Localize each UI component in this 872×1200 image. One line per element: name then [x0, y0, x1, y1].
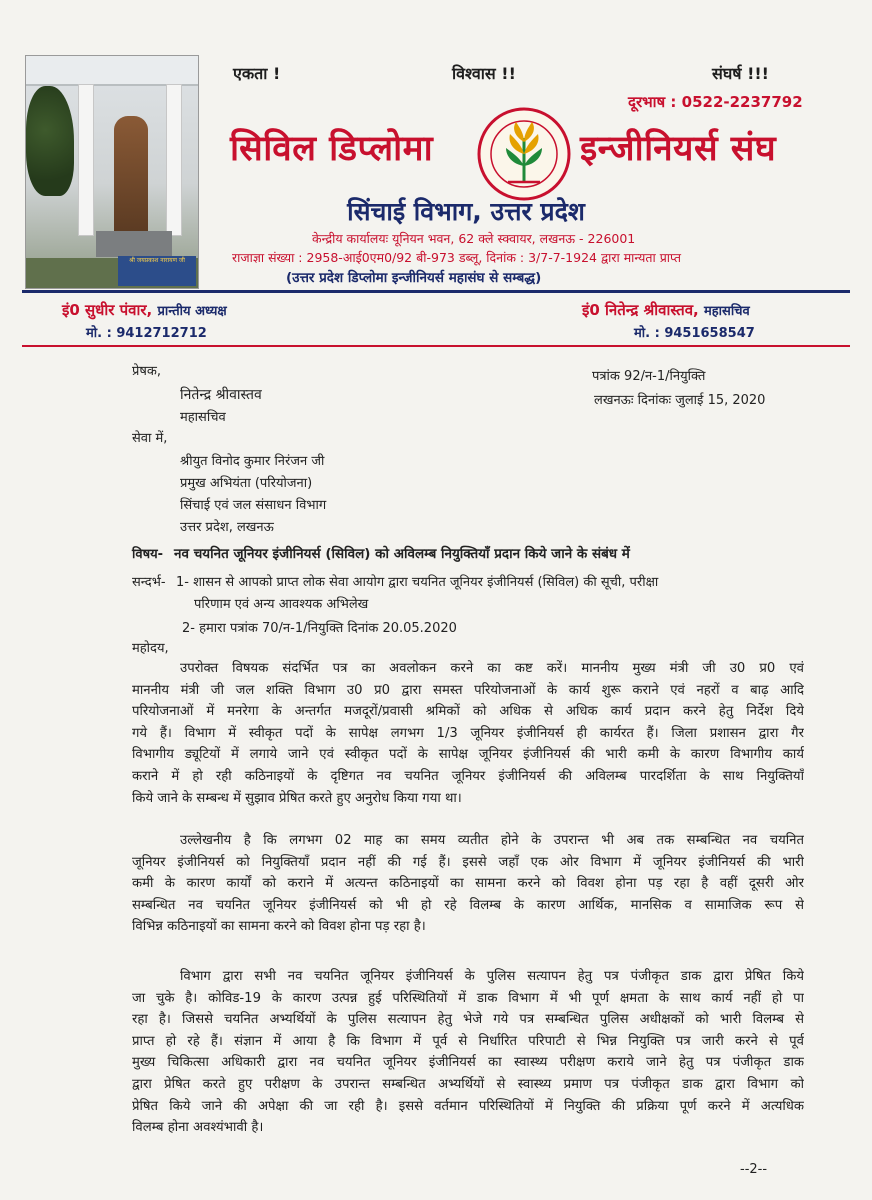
paragraph-line: माननीय मंत्री जी जल शक्ति विभाग उ0 प्र0 द्वारा समस्त परियोजनाओं के कार्य शुरू कराने एवं नहरों व बाढ़ आदि	[132, 682, 804, 698]
reference-item: परिणाम एवं अन्य आवश्यक अभिलेख	[194, 597, 369, 612]
secretary-mobile: मो. : 9451658547	[634, 326, 755, 341]
paragraph-line: प्रेषित किये जाने की अपेक्षा की जा रही है। इससे वर्तमान परिस्थितियों में नियुक्ति की प्रक्रिया पूर्ण करने में अत्यधिक	[132, 1098, 804, 1114]
salutation: महोदय,	[132, 641, 169, 656]
paragraph-line: विलम्ब होना अवश्यंभावी है।	[132, 1120, 264, 1136]
recipient-line: प्रमुख अभियंता (परियोजना)	[180, 476, 313, 491]
paragraph-line: द्वारा प्रेषित करते हुए परीक्षण के उपरान्त सम्बन्धित अभ्यर्थियों से स्वास्थ्य प्रमाण पत्र पंजीकृत डाक द्वारा विभाग को	[132, 1076, 804, 1092]
president-mobile: मो. : 9412712712	[86, 326, 207, 341]
paragraph-line: जा चुके है। कोविड-19 के कारण उत्पन्न हुई परिस्थितियों में डाक विभाग में भी पूर्ण क्षमता के साथ कार्य नहीं हो पा	[132, 990, 804, 1006]
subject-text: नव चयनित जूनियर इंजीनियर्स (सिविल) को अविलम्ब नियुक्तियाँ प्रदान किये जाने के संबंध में	[174, 546, 630, 562]
paragraph-line: उल्लेखनीय है कि लगभग 02 माह का समय व्यतीत होने के उपरान्त भी अब तक सम्बन्धित नव चयनित	[180, 833, 804, 848]
secretary-block	[582, 300, 750, 320]
paragraph-line: उपरोक्त विषयक संदर्भित पत्र का अवलोकन करने का कष्ट करें। माननीय मुख्य मंत्री जी उ0 प्र0 एवं	[180, 661, 804, 676]
secretary-role: महासचिव	[704, 304, 750, 319]
president-role: प्रान्तीय अध्यक्ष	[157, 304, 227, 319]
paragraph-1	[132, 658, 804, 809]
president-block	[62, 300, 227, 320]
phone-number: दूरभाष : 0522-2237792	[628, 93, 803, 111]
to-label: सेवा में,	[132, 431, 168, 446]
paragraph-line: परियोजनाओं में मनरेगा के अन्तर्गत मजदूरों/प्रवासी श्रमिकों को अधिक से अधिक कार्य प्रदान करने हेतु निर्देश दिये	[132, 704, 804, 720]
paragraph-line: सम्बन्धित नव चयनित जूनियर इंजीनियर्स को भी हो रहे विलम्ब के कारण आर्थिक, मानसिक व सामाजिक रूप से	[132, 897, 804, 913]
recipient-line: उत्तर प्रदेश, लखनऊ	[180, 520, 274, 535]
header-divider	[22, 290, 850, 293]
affiliation-line: (उत्तर प्रदेश डिप्लोमा इन्जीनियर्स महासंघ से सम्बद्ध)	[286, 270, 542, 286]
statue-photo	[25, 55, 199, 289]
paragraph-line: कराने में हो रही कठिनाइयों के दृष्टिगत नव चयनित जूनियर इंजीनियर्स की अविलम्ब पारदर्शिता के साथ नियुक्तियाँ	[132, 768, 804, 784]
secretary-name: इं0 नितेन्द्र श्रीवास्तव,	[582, 301, 699, 319]
letter-date: लखनऊः दिनांकः जुलाई 15, 2020	[594, 393, 766, 408]
paragraph-line: विभिन्न कठिनाइयों का सामना करने को विवश होना पड़ रहा है।	[132, 919, 426, 935]
paragraph-line: रहा है। जिससे चयनित अभ्यर्थियों के पुलिस सत्यापन हेतु भेजे गये पत्र सम्बन्धित पुलिस अधीक्षकों को भारी विलम्ब से	[132, 1012, 804, 1028]
sender-title: महासचिव	[180, 410, 226, 425]
department-title: सिंचाई विभाग, उत्तर प्रदेश	[347, 197, 585, 226]
paragraph-line: विभाग द्वारा सभी नव चयनित जूनियर इंजीनियर्स के पुलिस सत्यापन हेतु पत्र पंजीकृत डाक द्वारा प्रेषित किये	[180, 969, 804, 984]
sender-name: नितेन्द्र श्रीवास्तव	[180, 387, 262, 403]
sender-label: प्रेषक,	[132, 364, 162, 379]
paragraph-line: कमी के कारण कार्यों को कराने में अत्यन्त कठिनाइयों का सामना करने को विवश होना पड़ रहा है वहीं दूसरी ओर	[132, 876, 804, 892]
recognition-line: राजाज्ञा संख्या : 2958-आई0एम0/92 बी-973 डब्लू, दिनांक : 3/7-7-1924 द्वारा मान्यता प्राप्त	[232, 250, 682, 265]
org-name-right: इन्जीनियर्स संघ	[580, 129, 777, 169]
paragraph-2	[132, 830, 804, 938]
recipient-line: श्रीयुत विनोद कुमार निरंजन जी	[180, 454, 325, 469]
slogan-unity: एकता !	[233, 64, 281, 83]
reference-item: 2- हमारा पत्रांक 70/न-1/नियुक्ति दिनांक 20.05.2020	[182, 621, 457, 636]
page-marker: --2--	[740, 1162, 768, 1177]
paragraph-line: जूनियर इंजीनियर्स को नियुक्तियाँ प्रदान नहीं की गई हैं। इससे जहाँ एक ओर विभाग में जूनियर इंजीनियर्स की भारी	[132, 854, 804, 870]
paragraph-line: प्राप्त हो रहे हैं। संज्ञान में आया है कि विभाग में पूर्व से निर्धारित परिपाटी से भिन्न नियुक्ति पत्र जारी करने से पूर्व	[132, 1033, 804, 1049]
office-address: केन्द्रीय कार्यालयः यूनियन भवन, 62 क्ले स्क्वायर, लखनऊ - 226001	[312, 231, 636, 246]
slogan-struggle: संघर्ष !!!	[712, 64, 769, 83]
reference-number: पत्रांक 92/न-1/नियुक्ति	[592, 369, 706, 384]
paragraph-line: किये जाने के सम्बन्ध में सुझाव प्रेषित करते हुए अनुरोध किया गया था।	[132, 790, 462, 806]
recipient-line: सिंचाई एवं जल संसाधन विभाग	[180, 498, 327, 513]
paragraph-3	[132, 966, 804, 1139]
paragraph-line: मुख्य चिकित्सा अधिकारी द्वारा नव चयनित जूनियर इंजीनियर्स का स्वास्थ्य परीक्षण कराये जाने हेतु पत्र पंजीकृत डाक	[132, 1055, 804, 1071]
union-emblem-icon	[476, 106, 572, 202]
officials-divider	[22, 345, 850, 347]
reference-label: सन्दर्भ-	[132, 575, 166, 590]
paragraph-line: गये हैं। विभाग में स्वीकृत पदों के सापेक्ष लगभग 1/3 जूनियर इंजीनियर्स ही कार्यरत हैं। जिला प्रशासन द्वारा गैर	[132, 725, 804, 741]
statue-plaque: श्री जयप्रकाश नारायण जी	[118, 256, 196, 286]
paragraph-line: विभागीय ड्यूटियों में लगाये जाने एवं स्वीकृत पदों के सापेक्ष जूनियर इंजीनियर्स की भारी कमी के कारण विभागीय कार्य	[132, 747, 804, 763]
president-name: इं0 सुधीर पंवार,	[62, 301, 153, 319]
subject-label: विषय-	[132, 547, 164, 562]
slogan-trust: विश्वास !!	[452, 64, 516, 83]
org-name-left: सिविल डिप्लोमा	[230, 129, 434, 169]
reference-item: 1- शासन से आपको प्राप्त लोक सेवा आयोग द्वारा चयनित जूनियर इंजीनियर्स (सिविल) की सूची, परीक्षा	[176, 575, 659, 590]
